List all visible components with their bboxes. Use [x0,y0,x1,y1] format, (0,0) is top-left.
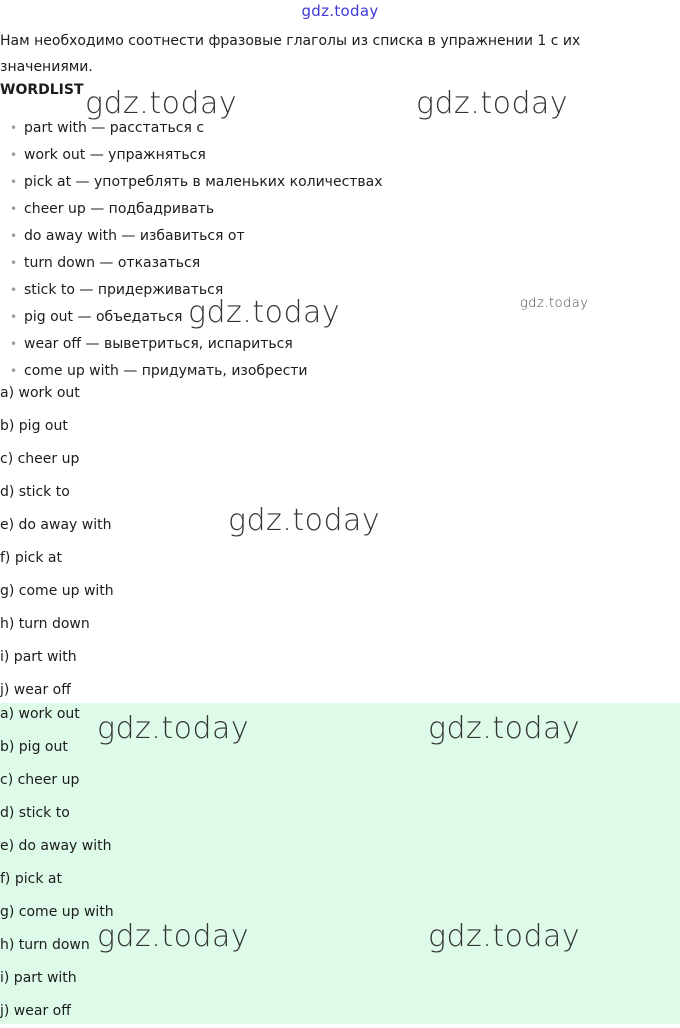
watermark: gdz.today [520,296,589,311]
wordlist-item-text: part with — расстаться с [24,120,205,136]
exercise-item: a) work out [0,385,80,401]
watermark: gdz.today [97,711,250,746]
wordlist-item-text: work out — упражняться [24,147,206,163]
watermark: gdz.today [428,711,581,746]
wordlist-title: WORDLIST [0,82,84,98]
exercise-item: e) do away with [0,517,112,533]
wordlist-item [10,277,383,304]
bullet-icon: • [10,202,18,216]
exercise-item: b) pig out [0,418,68,434]
exercise-list [0,377,114,707]
bullet-icon: • [10,229,18,243]
watermark: gdz.today [85,86,238,121]
wordlist-item [10,223,383,250]
answer-item: f) pick at [0,871,62,887]
bullet-icon: • [10,364,18,378]
wordlist-item-text: do away with — избавиться от [24,228,245,244]
wordlist-item-text: stick to — придерживаться [24,282,224,298]
bullet-icon: • [10,337,18,351]
wordlist-item-text: come up with — придумать, изобрести [24,363,308,379]
watermark: gdz.today [416,86,569,121]
wordlist-item [10,115,383,142]
bullet-icon: • [10,121,18,135]
answer-item: a) work out [0,706,80,722]
exercise-item: i) part with [0,649,77,665]
wordlist-item-text: cheer up — подбадривать [24,201,215,217]
answer-list [0,698,114,1028]
wordlist-item [10,331,383,358]
answer-item: e) do away with [0,838,112,854]
exercise-item: f) pick at [0,550,62,566]
answer-item: b) pig out [0,739,68,755]
wordlist-item [10,250,383,277]
watermark: gdz.today [188,295,341,330]
exercise-item: g) come up with [0,583,114,599]
bullet-icon: • [10,310,18,324]
exercise-item: c) cheer up [0,451,80,467]
wordlist-item-text: wear off — выветриться, испариться [24,336,293,352]
watermark: gdz.today [228,503,381,538]
answer-item: g) come up with [0,904,114,920]
wordlist-item [10,169,383,196]
answer-box [0,703,680,1024]
answer-item: c) cheer up [0,772,80,788]
wordlist-item [10,196,383,223]
wordlist-item-text: turn down — отказаться [24,255,201,271]
bullet-icon: • [10,148,18,162]
answer-item: h) turn down [0,937,90,953]
answer-item: d) stick to [0,805,70,821]
bullet-icon: • [10,175,18,189]
exercise-item: d) stick to [0,484,70,500]
wordlist-item-text: pig out — объедаться [24,309,183,325]
bullet-icon: • [10,256,18,270]
wordlist-item-text: pick at — употреблять в маленьких количествах [24,174,383,190]
answer-item: i) part with [0,970,77,986]
wordlist [10,115,383,385]
bullet-icon: • [10,283,18,297]
answer-item: j) wear off [0,1003,71,1019]
wordlist-item [10,304,383,331]
site-logo[interactable]: gdz.today [301,2,379,20]
exercise-item: h) turn down [0,616,90,632]
watermark: gdz.today [97,919,250,954]
exercise-item: j) wear off [0,682,71,698]
watermark: gdz.today [428,919,581,954]
wordlist-item [10,142,383,169]
task-description: Нам необходимо соотнести фразовые глаголы из списка в упражнении 1 с их значениями. [0,33,581,75]
